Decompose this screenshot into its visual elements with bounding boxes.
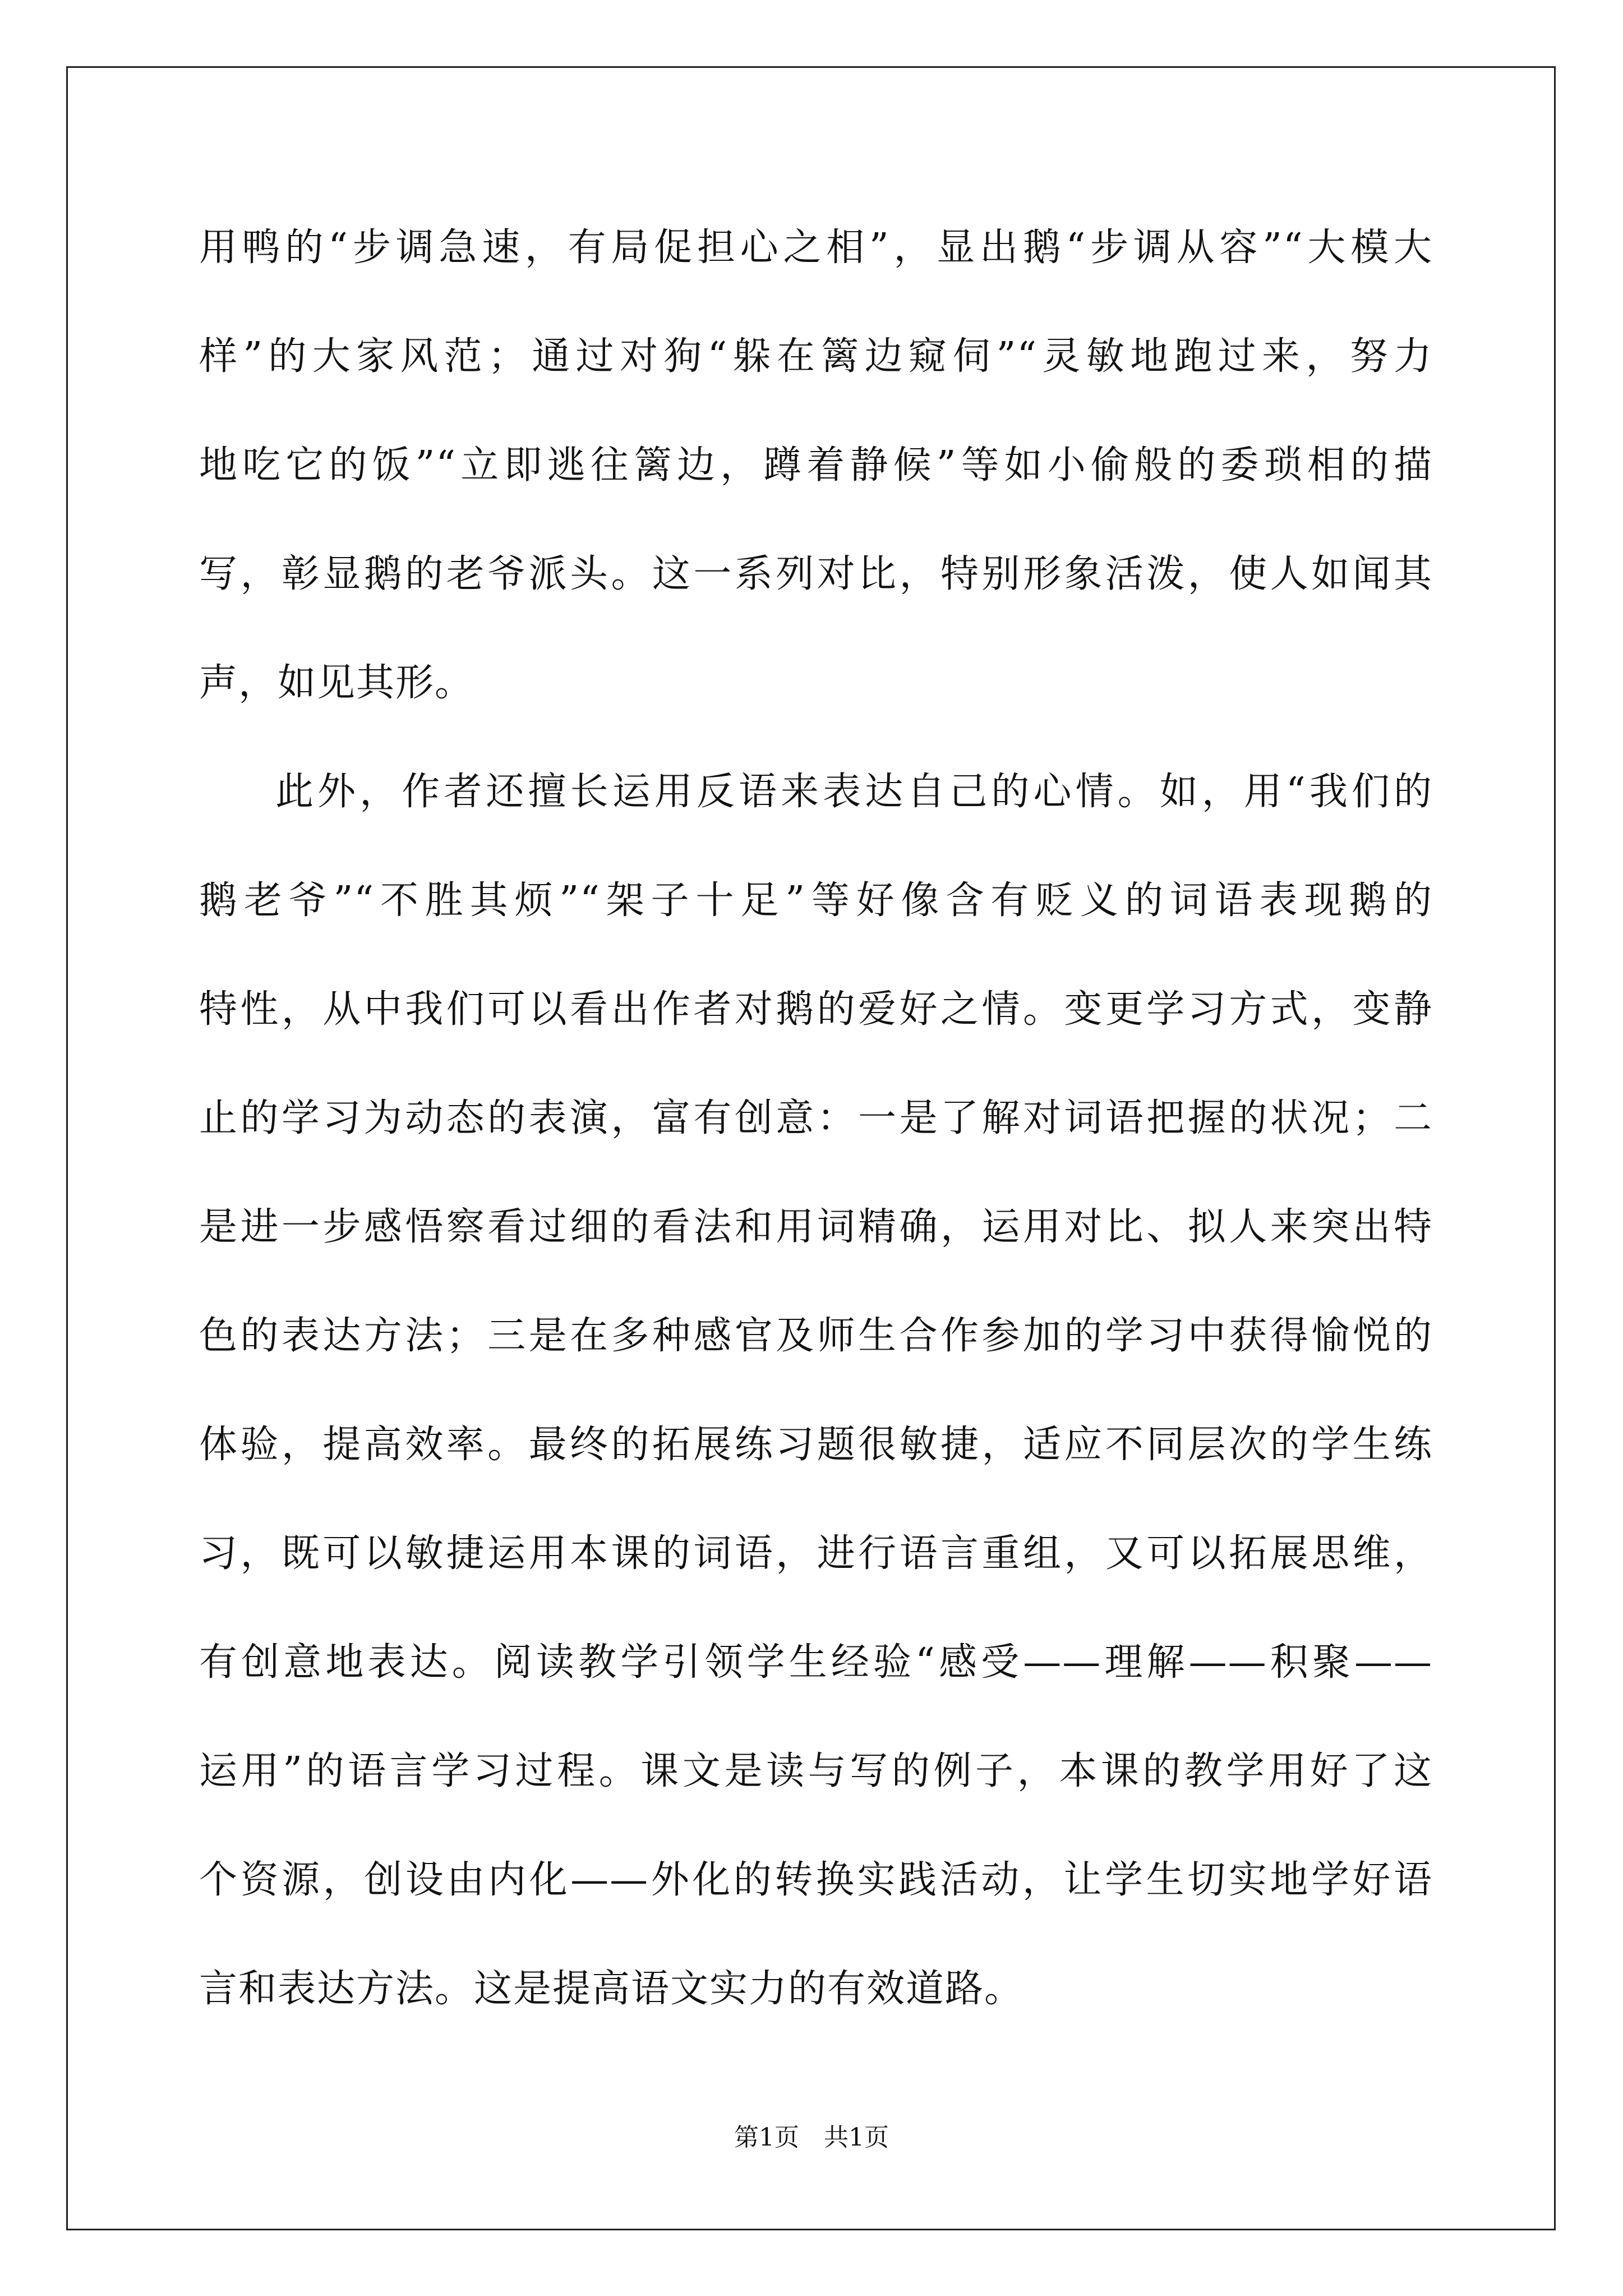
text-line: 用鸭的“步调急速，有局促担心之相”，显出鹅“步调从容”“大模大 [199, 226, 1433, 270]
text-line: 色的表达方法；三是在多种感官及师生合作参加的学习中获得愉悦的 [199, 1314, 1433, 1358]
page-footer: 第1页 共1页 [734, 2123, 889, 2152]
text-line: 止的学习为动态的表演，富有创意：一是了解对词语把握的状况；二 [199, 1096, 1433, 1140]
text-line: 样”的大家风范；通过对狗“躲在篱边窥伺”“灵敏地跑过来，努力 [199, 334, 1433, 379]
text-line: 此外，作者还擅长运用反语来表达自己的心情。如，用“我们的 [275, 770, 1433, 814]
text-line: 个资源，创设由内化——外化的转换实践活动，让学生切实地学好语 [199, 1858, 1433, 1902]
text-line: 特性，从中我们可以看出作者对鹅的爱好之情。变更学习方式，变静 [199, 987, 1433, 1032]
document-body [199, 194, 1433, 2044]
paragraph-2 [199, 738, 1433, 2044]
text-line: 有创意地表达。阅读教学引领学生经验“感受——理解——积聚—— [199, 1640, 1433, 1685]
text-line: 言和表达方法。这是提高语文实力的有效道路。 [199, 1967, 1024, 2011]
text-line: 写，彰显鹅的老爷派头。这一系列对比，特别形象活泼，使人如闻其 [199, 552, 1433, 596]
text-line: 是进一步感悟察看过细的看法和用词精确，运用对比、拟人来突出特 [199, 1205, 1433, 1249]
text-line: 运用”的语言学习过程。课文是读与写的例子，本课的教学用好了这 [199, 1749, 1433, 1793]
text-line: 鹅老爷”“不胜其烦”“架子十足”等好像含有贬义的词语表现鹅的 [199, 878, 1433, 923]
text-line: 声，如见其形。 [199, 661, 474, 705]
paragraph-1 [199, 194, 1433, 738]
text-line: 地吃它的饭”“立即逃往篱边，蹲着静候”等如小偷般的委琐相的描 [199, 443, 1433, 487]
text-line: 体验，提高效率。最终的拓展练习题很敏捷，适应不同层次的学生练 [199, 1423, 1433, 1467]
text-line: 习，既可以敏捷运用本课的词语，进行语言重组，又可以拓展思维， [199, 1531, 1433, 1576]
